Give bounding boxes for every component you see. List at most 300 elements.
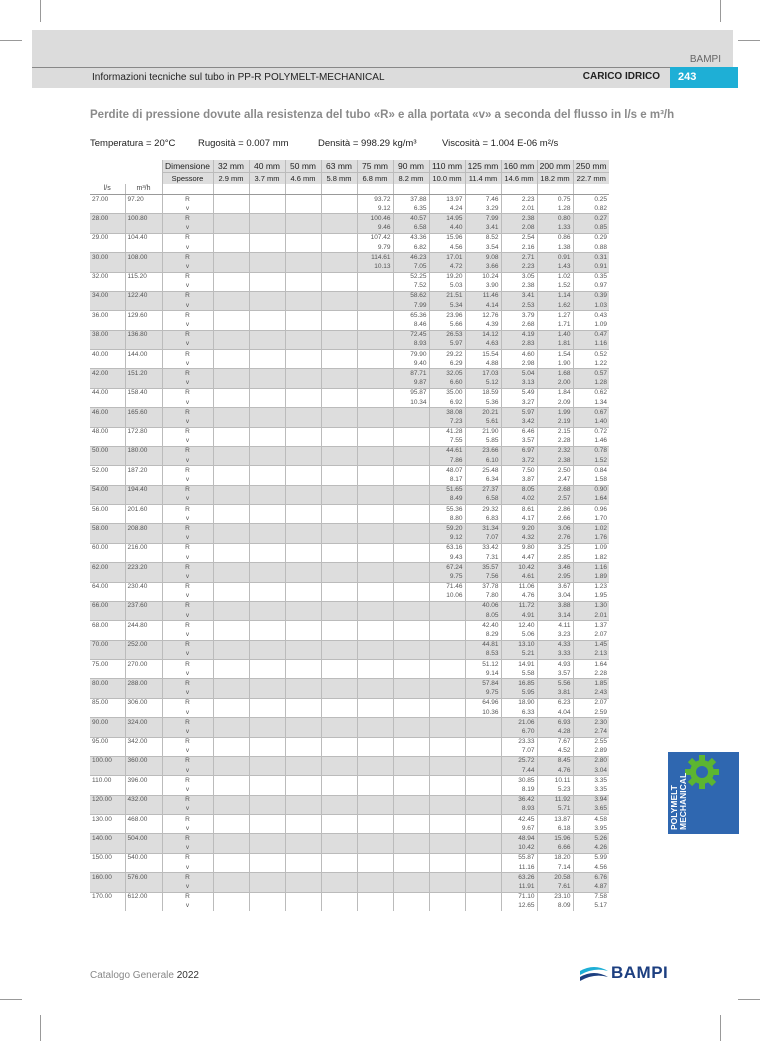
flow-m3h-cell: 136.80 <box>125 330 162 340</box>
velocity-value: 5.85 <box>465 437 501 447</box>
velocity-value <box>213 863 249 873</box>
velocity-value <box>393 475 429 485</box>
velocity-label: v <box>162 630 213 640</box>
velocity-value: 8.93 <box>393 340 429 350</box>
velocity-value <box>321 572 357 582</box>
resistance-value <box>213 466 249 476</box>
resistance-value <box>321 369 357 379</box>
flow-ls-cell: 46.00 <box>90 408 125 418</box>
velocity-value: 3.72 <box>501 456 537 466</box>
velocity-value <box>249 592 285 602</box>
flow-ls-cell: 64.00 <box>90 582 125 592</box>
thickness-cell: 2.9 mm <box>213 173 249 185</box>
resistance-label: R <box>162 466 213 476</box>
velocity-value <box>285 708 321 718</box>
velocity-value <box>321 630 357 640</box>
resistance-value: 1.85 <box>573 679 609 689</box>
resistance-label: R <box>162 311 213 321</box>
velocity-value: 11.16 <box>501 863 537 873</box>
table-row <box>90 475 609 485</box>
velocity-value: 3.42 <box>501 417 537 427</box>
velocity-value <box>357 495 393 505</box>
velocity-value <box>213 514 249 524</box>
flow-ls-cell: 85.00 <box>90 698 125 708</box>
velocity-value <box>465 902 501 911</box>
resistance-value <box>213 253 249 263</box>
flow-ls-cell: 170.00 <box>90 892 125 902</box>
resistance-value: 5.99 <box>573 853 609 863</box>
velocity-value <box>285 805 321 815</box>
flow-ls-cell: 48.00 <box>90 427 125 437</box>
table-row <box>90 582 609 592</box>
flow-ls-cell <box>90 766 125 776</box>
velocity-value: 5.61 <box>465 417 501 427</box>
table-row <box>90 902 609 911</box>
velocity-value: 4.87 <box>573 882 609 892</box>
velocity-value <box>285 437 321 447</box>
resistance-value <box>285 679 321 689</box>
resistance-value <box>357 485 393 495</box>
resistance-value <box>393 834 429 844</box>
velocity-value <box>285 669 321 679</box>
velocity-label: v <box>162 669 213 679</box>
flow-m3h-cell: 108.00 <box>125 253 162 263</box>
velocity-value <box>357 611 393 621</box>
resistance-value: 100.46 <box>357 214 393 224</box>
resistance-label: R <box>162 756 213 766</box>
flow-ls-cell: 110.00 <box>90 776 125 786</box>
flow-ls-cell: 90.00 <box>90 718 125 728</box>
velocity-value <box>249 301 285 311</box>
resistance-value <box>249 737 285 747</box>
flow-m3h-cell: 216.00 <box>125 543 162 553</box>
resistance-value <box>465 718 501 728</box>
resistance-value <box>249 466 285 476</box>
velocity-value: 4.72 <box>429 262 465 272</box>
table-row <box>90 272 609 282</box>
flow-ls-cell: 120.00 <box>90 795 125 805</box>
velocity-value <box>213 592 249 602</box>
velocity-value: 1.03 <box>573 301 609 311</box>
resistance-value: 2.38 <box>501 214 537 224</box>
resistance-value <box>213 718 249 728</box>
velocity-value: 3.66 <box>465 262 501 272</box>
flow-m3h-cell: 144.00 <box>125 350 162 360</box>
flow-ls-cell: 68.00 <box>90 621 125 631</box>
velocity-value <box>429 882 465 892</box>
resistance-value: 65.36 <box>393 311 429 321</box>
resistance-value: 11.92 <box>537 795 573 805</box>
resistance-value: 2.86 <box>537 505 573 515</box>
resistance-value: 40.57 <box>393 214 429 224</box>
velocity-value <box>393 514 429 524</box>
velocity-value: 5.71 <box>537 805 573 815</box>
table-row <box>90 456 609 466</box>
velocity-value: 3.13 <box>501 379 537 389</box>
resistance-value <box>357 563 393 573</box>
velocity-value: 2.68 <box>501 320 537 330</box>
resistance-value <box>393 408 429 418</box>
resistance-value: 87.71 <box>393 369 429 379</box>
flow-ls-cell: 70.00 <box>90 640 125 650</box>
velocity-value: 1.89 <box>573 572 609 582</box>
resistance-value <box>285 756 321 766</box>
resistance-value <box>213 369 249 379</box>
flow-m3h-cell <box>125 514 162 524</box>
velocity-value: 5.97 <box>429 340 465 350</box>
side-tab-line1: POLYMELT <box>669 785 679 830</box>
resistance-value: 0.80 <box>537 214 573 224</box>
velocity-value: 6.35 <box>393 204 429 214</box>
resistance-value <box>249 776 285 786</box>
flow-ls-cell <box>90 282 125 292</box>
table-row <box>90 815 609 825</box>
resistance-value: 12.40 <box>501 621 537 631</box>
resistance-value: 15.96 <box>429 233 465 243</box>
flow-ls-cell: 58.00 <box>90 524 125 534</box>
velocity-value <box>249 630 285 640</box>
flow-m3h-cell: 306.00 <box>125 698 162 708</box>
page-number: 243 <box>670 67 738 88</box>
velocity-label: v <box>162 224 213 234</box>
velocity-value <box>321 805 357 815</box>
dimension-cell: 63 mm <box>321 160 357 173</box>
velocity-value: 12.65 <box>501 902 537 911</box>
resistance-label: R <box>162 776 213 786</box>
velocity-value: 4.28 <box>537 727 573 737</box>
resistance-value <box>249 505 285 515</box>
resistance-value: 4.19 <box>501 330 537 340</box>
velocity-value: 2.57 <box>537 495 573 505</box>
velocity-value <box>249 708 285 718</box>
velocity-value <box>429 805 465 815</box>
flow-m3h-cell: 270.00 <box>125 660 162 670</box>
table-row <box>90 320 609 330</box>
resistance-value: 48.94 <box>501 834 537 844</box>
resistance-value <box>213 195 249 205</box>
resistance-value <box>321 388 357 398</box>
velocity-value <box>357 747 393 757</box>
velocity-value: 2.95 <box>537 572 573 582</box>
resistance-value: 0.35 <box>573 272 609 282</box>
resistance-value <box>285 485 321 495</box>
resistance-value: 0.84 <box>573 466 609 476</box>
resistance-value: 26.53 <box>429 330 465 340</box>
flow-m3h-cell: 165.60 <box>125 408 162 418</box>
flow-ls-cell: 42.00 <box>90 369 125 379</box>
resistance-value: 23.33 <box>501 737 537 747</box>
velocity-value <box>213 243 249 253</box>
velocity-value <box>321 844 357 854</box>
velocity-value <box>249 824 285 834</box>
velocity-value <box>429 902 465 911</box>
velocity-value: 3.81 <box>537 689 573 699</box>
velocity-value <box>465 747 501 757</box>
velocity-value: 5.23 <box>537 785 573 795</box>
resistance-value <box>429 660 465 670</box>
resistance-value <box>393 621 429 631</box>
flow-ls-cell <box>90 224 125 234</box>
table-row <box>90 708 609 718</box>
velocity-value <box>213 398 249 408</box>
velocity-label: v <box>162 340 213 350</box>
crop-mark <box>720 1015 721 1041</box>
resistance-value: 35.00 <box>429 388 465 398</box>
resistance-value: 4.58 <box>573 815 609 825</box>
resistance-value <box>357 795 393 805</box>
resistance-value: 3.35 <box>573 776 609 786</box>
resistance-value: 42.40 <box>465 621 501 631</box>
table-row <box>90 718 609 728</box>
param-viscosity: Viscosità = 1.004 E-06 m²/s <box>442 138 559 149</box>
flow-ls-cell: 28.00 <box>90 214 125 224</box>
velocity-value <box>285 204 321 214</box>
velocity-value <box>465 863 501 873</box>
resistance-value: 13.10 <box>501 640 537 650</box>
velocity-value <box>213 475 249 485</box>
resistance-value: 18.59 <box>465 388 501 398</box>
table-row <box>90 543 609 553</box>
resistance-value <box>213 853 249 863</box>
velocity-value: 10.34 <box>393 398 429 408</box>
flow-m3h-cell: 187.20 <box>125 466 162 476</box>
velocity-value <box>249 747 285 757</box>
thickness-cell: 22.7 mm <box>573 173 609 185</box>
resistance-value: 1.54 <box>537 350 573 360</box>
resistance-value: 12.76 <box>465 311 501 321</box>
velocity-value: 3.33 <box>537 650 573 660</box>
resistance-value: 21.90 <box>465 427 501 437</box>
resistance-value: 6.76 <box>573 873 609 883</box>
velocity-value: 2.53 <box>501 301 537 311</box>
resistance-value: 23.96 <box>429 311 465 321</box>
table-row <box>90 398 609 408</box>
flow-m3h-cell <box>125 262 162 272</box>
resistance-value <box>249 485 285 495</box>
velocity-label: v <box>162 320 213 330</box>
velocity-label: v <box>162 708 213 718</box>
resistance-value: 1.45 <box>573 640 609 650</box>
resistance-value: 0.27 <box>573 214 609 224</box>
velocity-value <box>285 902 321 911</box>
velocity-value: 1.34 <box>573 398 609 408</box>
resistance-value <box>213 756 249 766</box>
table-row <box>90 388 609 398</box>
resistance-value <box>429 815 465 825</box>
flow-m3h-cell <box>125 320 162 330</box>
unit-blank <box>249 184 285 195</box>
resistance-value <box>465 737 501 747</box>
unit-ls: l/s <box>90 184 125 195</box>
table-row <box>90 873 609 883</box>
velocity-label: v <box>162 204 213 214</box>
velocity-value <box>321 727 357 737</box>
velocity-value <box>321 863 357 873</box>
flow-ls-cell: 44.00 <box>90 388 125 398</box>
thickness-cell: 10.0 mm <box>429 173 465 185</box>
resistance-label: R <box>162 214 213 224</box>
resistance-value <box>429 640 465 650</box>
resistance-value: 18.90 <box>501 698 537 708</box>
resistance-value <box>213 388 249 398</box>
velocity-value <box>285 882 321 892</box>
velocity-value <box>429 863 465 873</box>
resistance-value <box>249 369 285 379</box>
resistance-value: 7.46 <box>465 195 501 205</box>
resistance-value <box>285 524 321 534</box>
flow-ls-cell: 140.00 <box>90 834 125 844</box>
flow-m3h-cell <box>125 708 162 718</box>
resistance-value <box>213 892 249 902</box>
resistance-value: 14.95 <box>429 214 465 224</box>
velocity-value <box>213 766 249 776</box>
velocity-label: v <box>162 417 213 427</box>
velocity-value: 0.82 <box>573 204 609 214</box>
velocity-value: 2.16 <box>501 243 537 253</box>
velocity-value <box>285 630 321 640</box>
flow-ls-cell <box>90 727 125 737</box>
velocity-value: 2.43 <box>573 689 609 699</box>
flow-m3h-cell <box>125 650 162 660</box>
thickness-cell: 4.6 mm <box>285 173 321 185</box>
table-row <box>90 795 609 805</box>
velocity-value <box>249 514 285 524</box>
resistance-value: 36.42 <box>501 795 537 805</box>
velocity-value <box>213 708 249 718</box>
unit-blank <box>321 184 357 195</box>
velocity-value: 2.83 <box>501 340 537 350</box>
velocity-value <box>249 243 285 253</box>
resistance-value: 55.36 <box>429 505 465 515</box>
resistance-value: 33.42 <box>465 543 501 553</box>
pressure-loss-table <box>90 160 609 911</box>
resistance-value: 1.02 <box>573 524 609 534</box>
velocity-value <box>249 766 285 776</box>
velocity-value <box>357 630 393 640</box>
velocity-value <box>321 824 357 834</box>
resistance-value: 5.97 <box>501 408 537 418</box>
velocity-label: v <box>162 844 213 854</box>
resistance-value: 7.67 <box>537 737 573 747</box>
flow-m3h-cell: 158.40 <box>125 388 162 398</box>
table-row <box>90 534 609 544</box>
table-row <box>90 747 609 757</box>
velocity-value <box>249 534 285 544</box>
resistance-label: R <box>162 427 213 437</box>
flow-ls-cell <box>90 572 125 582</box>
velocity-value: 4.61 <box>501 572 537 582</box>
resistance-value: 42.45 <box>501 815 537 825</box>
resistance-value <box>285 330 321 340</box>
resistance-value: 6.97 <box>501 446 537 456</box>
resistance-label: R <box>162 388 213 398</box>
resistance-value <box>249 524 285 534</box>
velocity-value: 1.70 <box>573 514 609 524</box>
flow-ls-cell <box>90 824 125 834</box>
flow-m3h-cell: 468.00 <box>125 815 162 825</box>
velocity-value <box>393 689 429 699</box>
flow-m3h-cell: 576.00 <box>125 873 162 883</box>
resistance-value <box>321 795 357 805</box>
velocity-value <box>249 475 285 485</box>
resistance-value <box>213 505 249 515</box>
resistance-value <box>429 853 465 863</box>
resistance-value <box>393 756 429 766</box>
crop-mark <box>720 0 721 22</box>
table-row <box>90 563 609 573</box>
resistance-value: 5.26 <box>573 834 609 844</box>
velocity-value: 3.57 <box>501 437 537 447</box>
velocity-value <box>249 437 285 447</box>
resistance-value: 8.52 <box>465 233 501 243</box>
header-blank <box>90 160 125 173</box>
velocity-value: 7.99 <box>393 301 429 311</box>
velocity-value: 4.52 <box>537 747 573 757</box>
footer-catalog-name: Catalogo Generale <box>90 970 174 981</box>
resistance-value: 67.24 <box>429 563 465 573</box>
velocity-value: 2.23 <box>501 262 537 272</box>
flow-m3h-cell: 288.00 <box>125 679 162 689</box>
resistance-value: 4.11 <box>537 621 573 631</box>
resistance-label: R <box>162 350 213 360</box>
velocity-value: 2.38 <box>501 282 537 292</box>
velocity-value <box>357 824 393 834</box>
velocity-value: 3.27 <box>501 398 537 408</box>
velocity-value <box>249 785 285 795</box>
resistance-value <box>285 853 321 863</box>
velocity-value <box>321 689 357 699</box>
dimension-cell: 50 mm <box>285 160 321 173</box>
flow-ls-cell: 40.00 <box>90 350 125 360</box>
flow-ls-cell <box>90 553 125 563</box>
unit-blank <box>162 184 213 195</box>
velocity-value <box>321 262 357 272</box>
param-temperature: Temperatura = 20°C <box>90 138 176 149</box>
velocity-value: 5.03 <box>429 282 465 292</box>
flow-ls-cell <box>90 475 125 485</box>
flow-m3h-cell <box>125 844 162 854</box>
velocity-value: 1.58 <box>573 475 609 485</box>
resistance-value <box>321 756 357 766</box>
resistance-value <box>285 214 321 224</box>
velocity-value <box>393 708 429 718</box>
velocity-value <box>321 437 357 447</box>
flow-ls-cell <box>90 456 125 466</box>
resistance-value <box>357 369 393 379</box>
velocity-value: 4.76 <box>537 766 573 776</box>
velocity-value <box>321 224 357 234</box>
velocity-value <box>429 747 465 757</box>
velocity-value: 0.85 <box>573 224 609 234</box>
velocity-value: 3.41 <box>465 224 501 234</box>
velocity-value: 5.17 <box>573 902 609 911</box>
velocity-value <box>321 359 357 369</box>
thickness-cell: 6.8 mm <box>357 173 393 185</box>
velocity-value <box>285 824 321 834</box>
velocity-value: 0.88 <box>573 243 609 253</box>
resistance-value <box>393 795 429 805</box>
resistance-value <box>285 776 321 786</box>
resistance-value <box>357 543 393 553</box>
resistance-value: 93.72 <box>357 195 393 205</box>
unit-header-row <box>90 184 609 195</box>
resistance-value <box>249 291 285 301</box>
velocity-value <box>393 572 429 582</box>
resistance-value <box>249 795 285 805</box>
velocity-value <box>393 592 429 602</box>
velocity-value: 1.38 <box>537 243 573 253</box>
crop-mark <box>40 1015 41 1041</box>
